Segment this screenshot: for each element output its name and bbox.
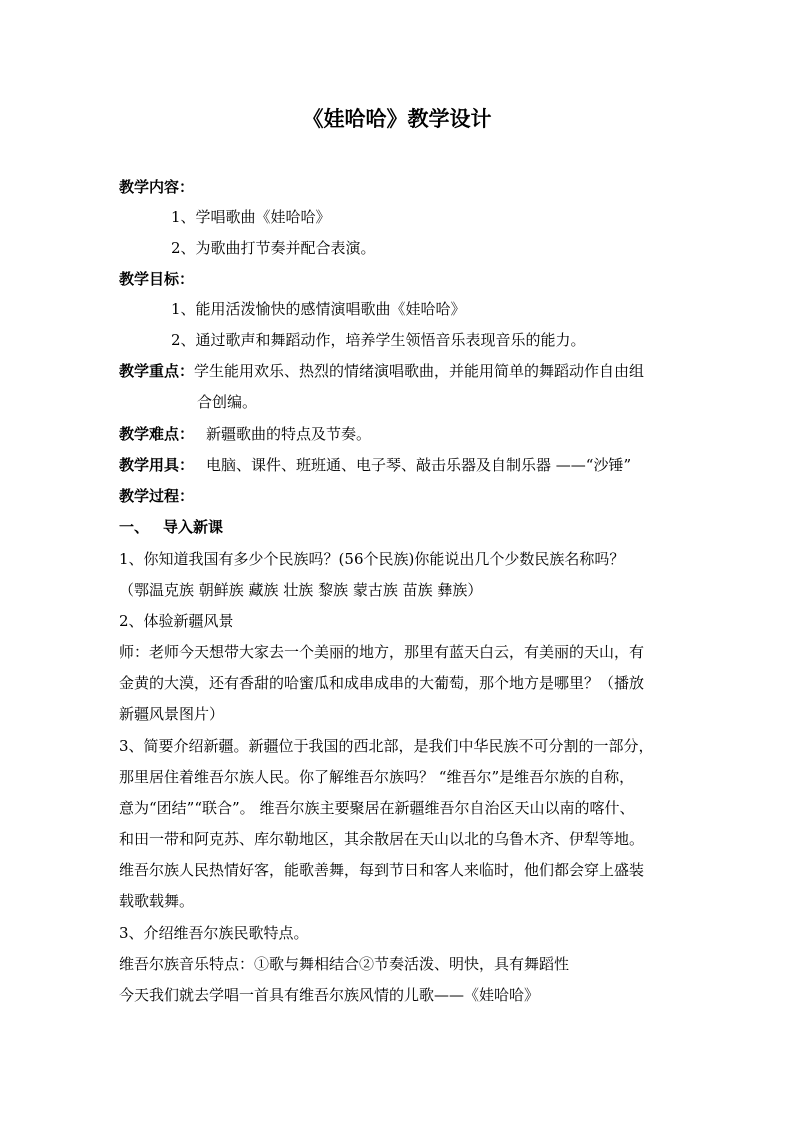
paragraph-line: 金黄的大漠，还有香甜的哈蜜瓜和成串成串的大葡萄，那个地方是哪里？（播放 (119, 674, 645, 692)
tools-text: 电脑、课件、班班通、电子琴、敲击乐器及自制乐器 ——“沙锤” (206, 456, 632, 474)
key-point-row (119, 360, 644, 382)
difficulty-label: 教学难点： (119, 425, 195, 443)
tools-row (119, 454, 631, 476)
key-point-text-continued: 合创编。 (197, 393, 258, 411)
goals-item-1: 1、能用活泼愉快的感情演唱歌曲《娃哈哈》 (171, 300, 466, 318)
key-point-label: 教学重点： (119, 362, 195, 380)
section-1-title: 导入新课 (163, 518, 224, 536)
paragraph-line: 维吾尔族人民热情好客，能歌善舞，每到节日和客人来临时，他们都会穿上盛装 (119, 861, 645, 879)
goals-item-2: 2、通过歌声和舞蹈动作，培养学生领悟音乐表现音乐的能力。 (171, 331, 586, 349)
paragraph-line: 1、你知道我国有多少个民族吗？(56个民族)你能说出几个少数民族名称吗？ (119, 550, 625, 568)
paragraph-line: 师：老师今天想带大家去一个美丽的地方，那里有蓝天白云，有美丽的天山，有 (119, 643, 645, 661)
paragraph-line: 那里居住着维吾尔族人民。你了解维吾尔族吗？ “维吾尔”是维吾尔族的自称， (119, 768, 635, 786)
paragraph-line: 维吾尔族音乐特点：①歌与舞相结合②节奏活泼、明快，具有舞蹈性 (119, 955, 570, 973)
section-1-heading (119, 516, 223, 538)
difficulty-text: 新疆歌曲的特点及节奏。 (206, 425, 372, 443)
goals-label: 教学目标： (119, 270, 195, 288)
paragraph-line: 和田一带和阿克苏、库尔勒地区，其余散居在天山以北的乌鲁木齐、伊犁等地。 (119, 830, 645, 848)
paragraph-line: 载歌载舞。 (119, 892, 195, 910)
content-item-1: 1、学唱歌曲《娃哈哈》 (171, 208, 331, 226)
paragraph-line: 新疆风景图片） (119, 705, 225, 723)
paragraph-line: 意为“团结”“联合”。 维吾尔族主要聚居在新疆维吾尔自治区天山以南的喀什、 (119, 799, 635, 817)
content-item-2: 2、为歌曲打节奏并配合表演。 (171, 239, 376, 257)
document-title: 《娃哈哈》教学设计 (302, 106, 492, 131)
process-label: 教学过程： (119, 487, 195, 505)
paragraph-line: 3、简要介绍新疆。新疆位于我国的西北部，是我们中华民族不可分割的一部分， (119, 737, 654, 755)
paragraph-line: 3、介绍维吾尔族民歌特点。 (119, 924, 309, 942)
difficulty-row (119, 423, 371, 445)
key-point-text: 学生能用欢乐、热烈的情绪演唱歌曲，并能用简单的舞蹈动作自由组 (194, 362, 645, 380)
paragraph-line: 2、体验新疆风景 (119, 612, 234, 630)
tools-label: 教学用具： (119, 456, 195, 474)
section-1-number: 一、 (119, 518, 150, 536)
paragraph-line: （鄂温克族 朝鲜族 藏族 壮族 黎族 蒙古族 苗族 彝族） (119, 581, 483, 599)
content-label: 教学内容： (119, 178, 195, 196)
paragraph-line: 今天我们就去学唱一首具有维吾尔族风情的儿歌——《娃哈哈》 (119, 986, 540, 1004)
